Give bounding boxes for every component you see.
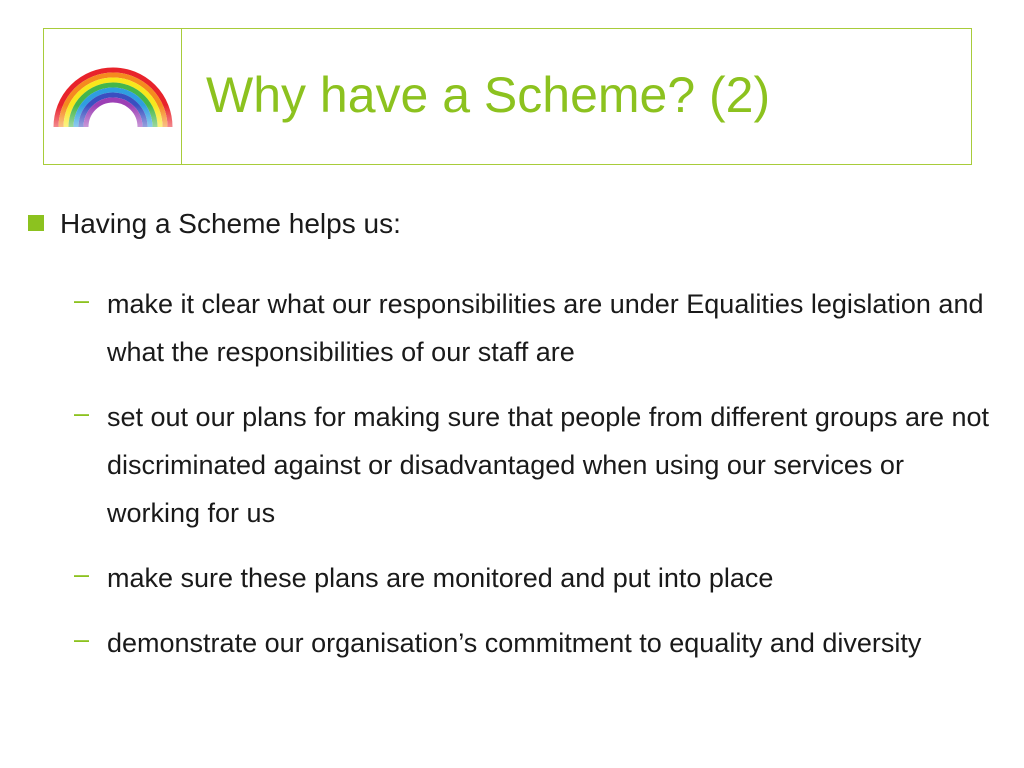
sub-bullet-list <box>74 280 1004 667</box>
sub-bullet <box>74 619 1004 667</box>
sub-bullet <box>74 393 1004 537</box>
main-bullet <box>28 204 401 244</box>
dash-bullet-icon: – <box>74 398 90 428</box>
sub-bullet-text: set out our plans for making sure that people from different groups are not discriminated against or disadvantaged when using our services or working for us <box>107 402 990 528</box>
sub-bullet <box>74 554 1004 602</box>
square-bullet-icon <box>28 215 44 231</box>
slide-title: Why have a Scheme? (2) <box>206 67 771 123</box>
dash-bullet-icon: – <box>74 624 90 654</box>
dash-bullet-icon: – <box>74 559 90 589</box>
dash-bullet-icon: – <box>74 285 90 315</box>
sub-bullet-text: make sure these plans are monitored and put into place <box>107 563 774 593</box>
sub-bullet-text: make it clear what our responsibilities are under Equalities legislation and what the responsibilities of our staff are <box>107 289 984 367</box>
main-bullet-text: Having a Scheme helps us: <box>60 208 401 239</box>
sub-bullet <box>74 280 1004 376</box>
sub-bullet-text: demonstrate our organisation’s commitment to equality and diversity <box>107 628 922 658</box>
